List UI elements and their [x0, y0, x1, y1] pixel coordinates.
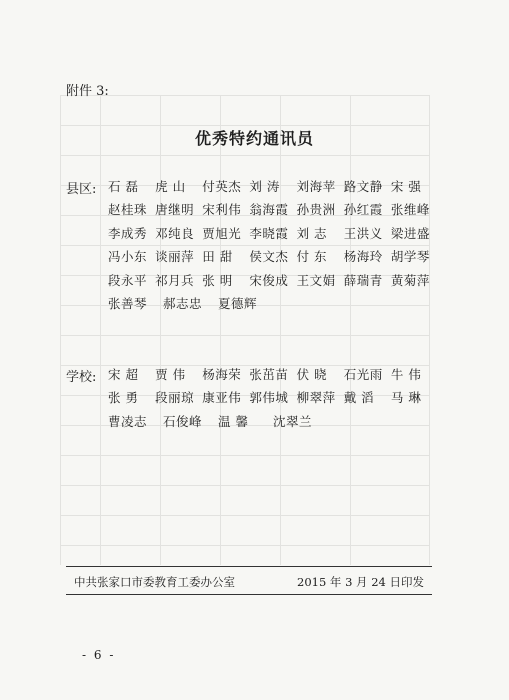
name-row	[108, 221, 438, 245]
person-name: 冯小东	[108, 249, 148, 265]
bleed-through-table	[60, 95, 430, 565]
person-name: 康亚伟	[202, 390, 242, 406]
person-name: 张维峰	[390, 202, 430, 218]
person-name: 付英杰	[202, 178, 242, 194]
person-name: 王洪义	[343, 225, 383, 241]
person-name: 刘 涛	[249, 178, 280, 194]
person-name: 宋俊成	[249, 272, 289, 288]
person-name: 祁月兵	[155, 272, 195, 288]
person-name: 杨海玲	[343, 249, 383, 265]
footer-top-rule	[66, 566, 432, 567]
person-name: 夏德辉	[218, 296, 258, 312]
person-name: 宋 超	[108, 366, 139, 382]
person-name: 刘海苹	[296, 178, 336, 194]
person-name: 段永平	[108, 272, 148, 288]
person-name: 田 甜	[202, 249, 233, 265]
county-name-list	[108, 174, 438, 315]
person-name: 石俊峰	[163, 413, 203, 429]
name-row	[108, 198, 438, 222]
person-name: 邓纯良	[155, 225, 195, 241]
person-name: 黄菊萍	[390, 272, 430, 288]
person-name: 沈翠兰	[273, 413, 313, 429]
name-row	[108, 409, 438, 433]
person-name: 孙贵洲	[296, 202, 336, 218]
name-row	[108, 268, 438, 292]
person-name: 谈丽萍	[155, 249, 195, 265]
person-name: 刘 志	[296, 225, 328, 241]
person-name: 郭伟城	[249, 390, 289, 406]
attachment-label: 附件 3:	[66, 84, 109, 99]
page-title: 优秀特约通讯员	[194, 129, 314, 148]
person-name: 梁进盛	[390, 225, 430, 241]
person-name: 戴 滔	[343, 390, 375, 406]
person-name: 郝志忠	[163, 296, 203, 312]
footer	[74, 574, 424, 590]
footer-date: 2015 年 3 月 24 日印发	[297, 575, 424, 589]
person-name: 宋 强	[390, 178, 422, 194]
county-section-label: 县区:	[66, 182, 97, 197]
person-name: 张茁苗	[249, 366, 289, 382]
person-name: 孙红霞	[343, 202, 383, 218]
person-name: 虎 山	[155, 178, 186, 194]
person-name: 段丽琼	[155, 390, 195, 406]
person-name: 唐继明	[155, 202, 195, 218]
name-row	[108, 174, 438, 198]
footer-bottom-rule	[66, 594, 432, 595]
person-name: 贾旭光	[202, 225, 242, 241]
person-name: 马 琳	[390, 390, 422, 406]
person-name: 王文娟	[296, 272, 336, 288]
person-name: 石 磊	[108, 178, 139, 194]
person-name: 付 东	[296, 249, 328, 265]
school-name-list	[108, 362, 438, 433]
person-name: 胡学琴	[390, 249, 430, 265]
person-name: 石光雨	[343, 366, 383, 382]
person-name: 路文静	[343, 178, 383, 194]
person-name: 牛 伟	[390, 366, 422, 382]
name-row	[108, 292, 438, 316]
person-name: 赵桂珠	[108, 202, 148, 218]
person-name: 侯文杰	[249, 249, 289, 265]
school-section-label: 学校:	[66, 370, 97, 385]
person-name: 温 馨	[218, 413, 249, 429]
person-name: 贾 伟	[155, 366, 186, 382]
person-name: 曹凌志	[108, 413, 148, 429]
person-name: 柳翠萍	[296, 390, 336, 406]
footer-issuer: 中共张家口市委教育工委办公室	[74, 575, 235, 589]
name-row	[108, 362, 438, 386]
page-number: - 6 -	[82, 648, 116, 662]
person-name: 伏 晓	[296, 366, 328, 382]
person-name: 张 勇	[108, 390, 139, 406]
person-name: 张善琴	[108, 296, 148, 312]
person-name: 李成秀	[108, 225, 148, 241]
name-row	[108, 245, 438, 269]
person-name: 薛瑞青	[343, 272, 383, 288]
person-name: 李晓霞	[249, 225, 289, 241]
name-row	[108, 386, 438, 410]
person-name: 杨海荣	[202, 366, 242, 382]
person-name: 翁海霞	[249, 202, 289, 218]
person-name: 张 明	[202, 272, 233, 288]
person-name: 宋利伟	[202, 202, 242, 218]
